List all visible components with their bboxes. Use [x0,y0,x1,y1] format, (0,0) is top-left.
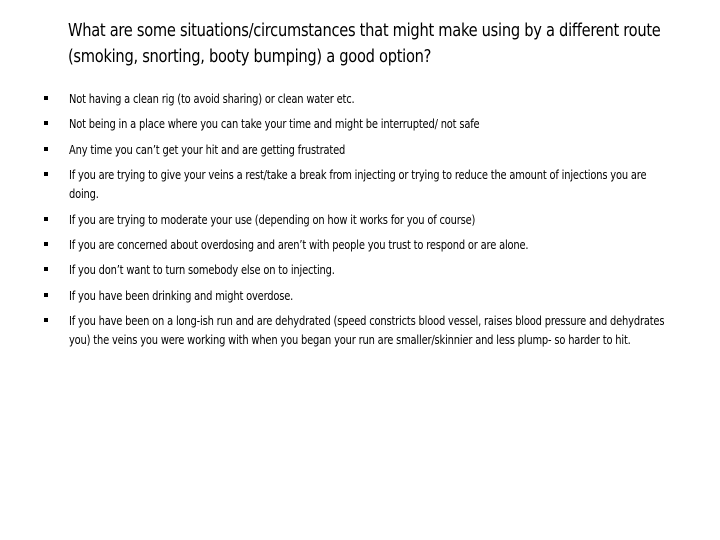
bullet-text: Any time you can’t get your hit and are getting frustrated [69,141,346,157]
bullet-icon [44,242,48,246]
bullet-list [44,89,684,356]
bullet-icon [44,147,48,151]
bullet-text: Not being in a place where you can take your time and might be interrupted/ not safe [69,116,480,132]
slide-title: What are some situations/circumstances that might make using by a different route (smoking, snorting, booty bumping) a good option? [68,21,661,67]
bullet-item [44,140,684,159]
bullet-text: If you have been drinking and might overdose. [69,287,294,303]
bullet-text: If you are trying to moderate your use (depending on how it works for you of course) [69,211,476,227]
bullet-text: If you are concerned about overdosing and aren’t with people you trust to respond or are alone. [69,236,529,252]
bullet-icon [44,217,48,221]
bullet-item [44,165,684,203]
bullet-icon [44,293,48,297]
bullet-icon [44,96,48,100]
bullet-item [44,286,684,305]
bullet-icon [44,121,48,125]
bullet-text: If you don’t want to turn somebody else on to injecting. [69,262,335,278]
bullet-text: If you are trying to give your veins a rest/take a break from injecting or trying to reduce the amount of injections you are doing. [69,167,647,202]
bullet-text: Not having a clean rig (to avoid sharing) or clean water etc. [69,91,355,106]
bullet-item [44,235,684,254]
bullet-item [44,89,684,108]
bullet-item [44,210,684,229]
bullet-item [44,260,684,279]
bullet-item [44,311,684,349]
bullet-icon [44,172,48,176]
bullet-text: If you have been on a long-ish run and are dehydrated (speed constricts blood vessel, raises blood pressure and dehydrates you) the veins you were working with when you began your run are smaller/skinnier and less plump- so harder to hit. [69,313,665,348]
bullet-icon [44,267,48,271]
bullet-item [44,114,684,133]
bullet-icon [44,318,48,322]
